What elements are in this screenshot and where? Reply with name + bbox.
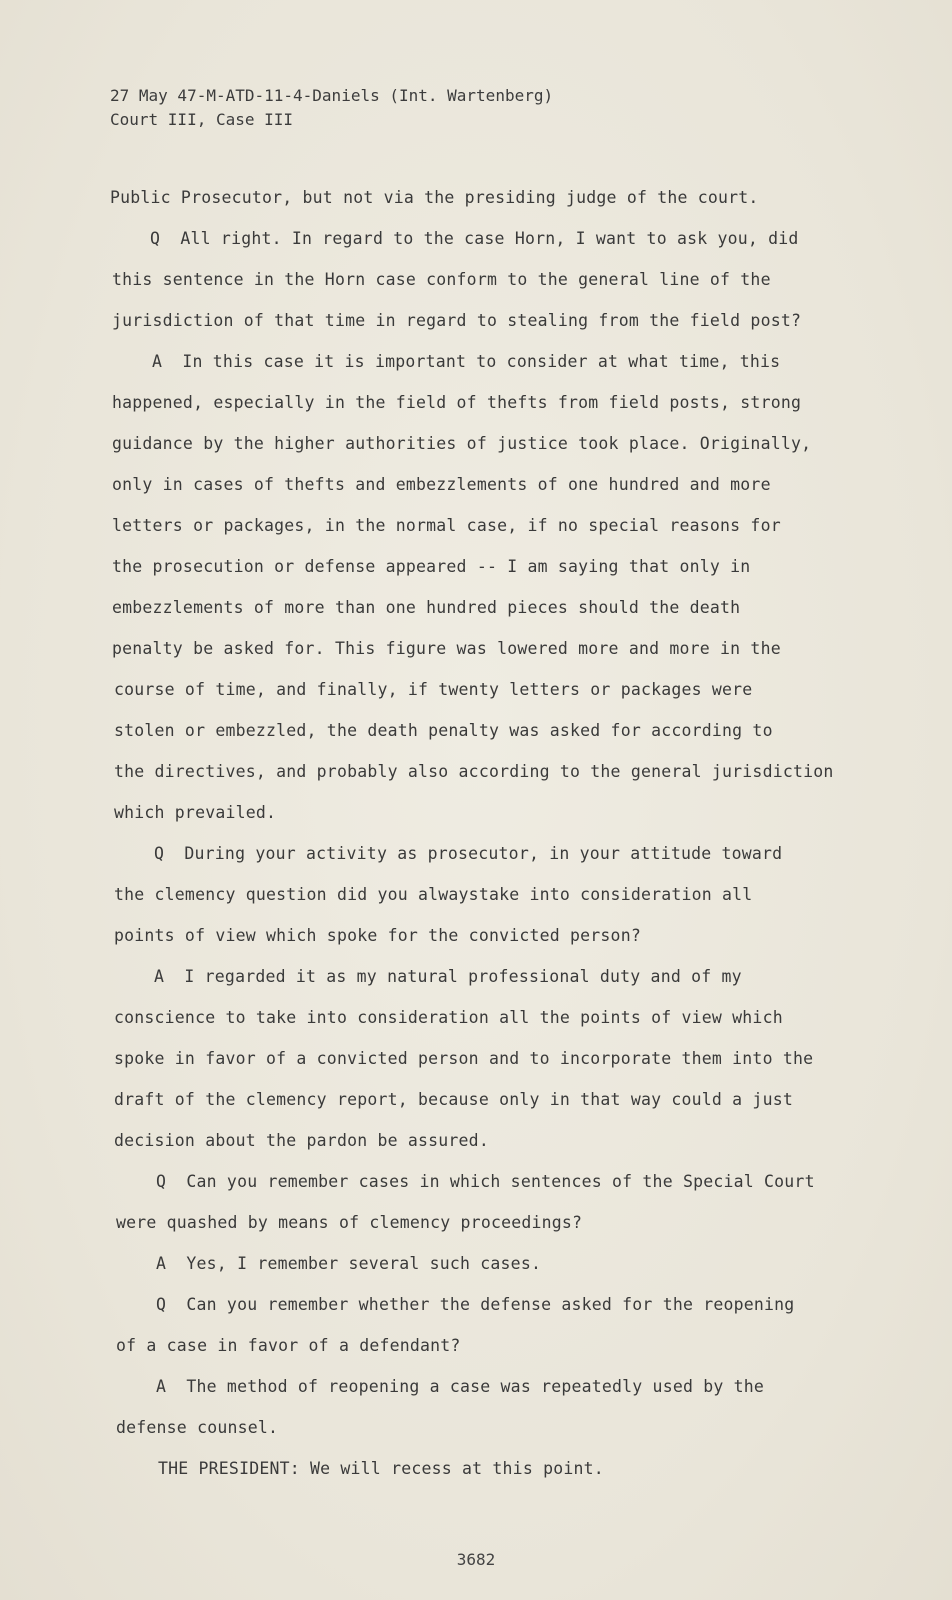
transcript-line: Public Prosecutor, but not via the presiding judge of the court. — [110, 188, 759, 207]
transcript-line: the directives, and probably also according to the general jurisdiction — [114, 762, 834, 781]
transcript-line: A Yes, I remember several such cases. — [156, 1254, 542, 1273]
transcript-line: this sentence in the Horn case conform to the general line of the — [112, 270, 771, 289]
transcript-line: jurisdiction of that time in regard to stealing from the field post? — [112, 311, 802, 330]
transcript-line: embezzlements of more than one hundred pieces should the death — [112, 598, 741, 617]
transcript-line: Q Can you remember whether the defense asked for the reopening — [156, 1295, 795, 1314]
transcript-line: A In this case it is important to consider at what time, this — [152, 352, 781, 371]
transcript-line: the prosecution or defense appeared -- I am saying that only in — [112, 557, 751, 576]
transcript-line: course of time, and finally, if twenty letters or packages were — [114, 680, 753, 699]
transcript-line: only in cases of thefts and embezzlements of one hundred and more — [112, 475, 771, 494]
header-case-reference: 27 May 47-M-ATD-11-4-Daniels (Int. Wartenberg) — [110, 86, 554, 105]
transcript-line: THE PRESIDENT: We will recess at this point. — [158, 1459, 604, 1478]
transcript-line: Q All right. In regard to the case Horn, I want to ask you, did — [150, 229, 799, 248]
transcript-line: A I regarded it as my natural professional duty and of my — [154, 967, 742, 986]
transcript-line: happened, especially in the field of thefts from field posts, strong — [112, 393, 802, 412]
transcript-line: guidance by the higher authorities of justice took place. Originally, — [112, 434, 812, 453]
header-court-case: Court III, Case III — [110, 110, 294, 129]
transcript-line: decision about the pardon be assured. — [114, 1131, 489, 1150]
transcript-line: penalty be asked for. This figure was lowered more and more in the — [112, 639, 781, 658]
transcript-line: defense counsel. — [116, 1418, 279, 1437]
transcript-line: which prevailed. — [114, 803, 277, 822]
transcript-line: the clemency question did you alwaystake into consideration all — [114, 885, 753, 904]
document-header — [110, 84, 553, 132]
transcript-line: Q During your activity as prosecutor, in your attitude toward — [154, 844, 783, 863]
transcript-line: draft of the clemency report, because only in that way could a just — [114, 1090, 793, 1109]
transcript-line: stolen or embezzled, the death penalty was asked for according to — [114, 721, 773, 740]
transcript-line: of a case in favor of a defendant? — [116, 1336, 461, 1355]
transcript-line: letters or packages, in the normal case, if no special reasons for — [112, 516, 781, 535]
transcript-line: conscience to take into consideration all the points of view which — [114, 1008, 783, 1027]
transcript-line: A The method of reopening a case was repeatedly used by the — [156, 1377, 765, 1396]
transcript-line: spoke in favor of a convicted person and to incorporate them into the — [114, 1049, 814, 1068]
page-number: 3682 — [456, 1550, 496, 1569]
transcript-line: Q Can you remember cases in which sentences of the Special Court — [156, 1172, 815, 1191]
transcript-line: were quashed by means of clemency proceedings? — [116, 1213, 583, 1232]
transcript-line: points of view which spoke for the convicted person? — [114, 926, 641, 945]
